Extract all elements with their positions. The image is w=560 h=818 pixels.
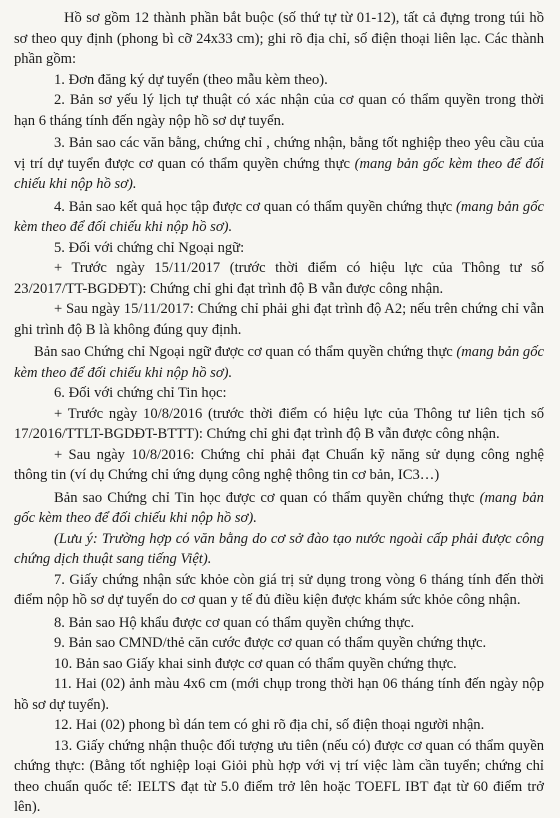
intro-paragraph: Hồ sơ gồm 12 thành phần bắt buộc (số thứ tự từ 01-12), tất cả đựng trong túi hồ sơ theo quy định (phong bì cỡ 24x33 cm); ghi rõ địa chỉ, số điện thoại liên lạc. Các thành phần gồm:	[14, 10, 544, 67]
item-6-remark: (Lưu ý: Trường hợp có văn bằng do cơ sở đào tạo nước ngoài cấp phải được công chứng dịch thuật sang tiếng Việt).	[14, 530, 544, 567]
item-7: 7. Giấy chứng nhận sức khỏe còn giá trị sử dụng trong vòng 6 tháng tính đến thời điểm nộp hồ sơ dự tuyển do cơ quan y tế đủ điều kiện được khám sức khỏe công nhận.	[14, 571, 544, 608]
item-3-text: 3. Bản sao các văn bằng, chứng chỉ , chứng nhận, bằng tốt nghiệp theo yêu cầu của vị trí dự tuyển được cơ quan có thẩm quyền chứng thực	[14, 135, 544, 172]
item-4-note: (mang bản gốc kèm theo để đối chiếu khi nộp hồ sơ).	[14, 198, 544, 235]
item-5-after: + Sau ngày 15/11/2017: Chứng chỉ phải ghi đạt trình độ A2; nếu trên chứng chỉ vẫn ghi trình độ B là không đúng quy định.	[14, 301, 544, 338]
item-9: 9. Bản sao CMND/thẻ căn cước được cơ quan có thẩm quyền chứng thực.	[54, 635, 487, 651]
item-5-title: 5. Đối với chứng chỉ Ngoại ngữ:	[54, 239, 245, 256]
item-5-before: + Trước ngày 15/11/2017 (trước thời điểm có hiệu lực của Thông tư số 23/2017/TT-BGDĐT): Chứng chỉ ghi đạt trình độ B vẫn được công nhận.	[14, 260, 544, 297]
item-8: 8. Bản sao Hộ khẩu được cơ quan có thẩm quyền chứng thực.	[54, 614, 415, 631]
item-1: 1. Đơn đăng ký dự tuyển (theo mẫu kèm theo).	[54, 71, 328, 88]
item-6-title: 6. Đối với chứng chỉ Tin học:	[54, 385, 227, 401]
item-3	[14, 133, 544, 195]
item-5-copy	[14, 342, 544, 383]
item-2: 2. Bản sơ yếu lý lịch tự thuật có xác nhận của cơ quan có thẩm quyền trong thời hạn 6 tháng tính đến ngày nộp hồ sơ dự tuyển.	[14, 92, 544, 129]
item-4-text: 4. Bản sao kết quả học tập được cơ quan có thẩm quyền chứng thực	[54, 198, 457, 215]
item-6-copy-text: Bản sao Chứng chỉ Tin học được cơ quan có thẩm quyền chứng thực	[54, 489, 480, 506]
item-6-copy	[14, 488, 544, 529]
item-10: 10. Bản sao Giấy khai sinh được cơ quan có thẩm quyền chứng thực.	[54, 655, 457, 672]
item-11: 11. Hai (02) ảnh màu 4x6 cm (mới chụp trong thời hạn 06 tháng tính đến ngày nộp hồ sơ dự tuyển).	[14, 676, 544, 713]
item-6-after: + Sau ngày 10/8/2016: Chứng chỉ phải đạt Chuẩn kỹ năng sử dụng công nghệ thông tin (ví dụ Chứng chỉ ứng dụng công nghệ thông tin cơ bản, IC3…)	[14, 446, 544, 483]
item-13: 13. Giấy chứng nhận thuộc đối tượng ưu tiên (nếu có) được cơ quan có thẩm quyền chứng thực: (Bằng tốt nghiệp loại Giỏi phù hợp với vị trí việc làm cần tuyển; chứng chỉ theo chuẩn quốc tế: IELTS đạt từ 5.0 điểm trở lên hoặc TOEFL IBT đạt từ 60 điểm trở lên).	[14, 737, 544, 815]
item-12: 12. Hai (02) phong bì dán tem có ghi rõ địa chỉ, số điện thoại người nhận.	[54, 717, 485, 733]
item-4	[14, 197, 544, 238]
item-5-copy-text: Bản sao Chứng chỉ Ngoại ngữ được cơ quan có thẩm quyền chứng thực	[34, 344, 457, 360]
item-6-before: + Trước ngày 10/8/2016 (trước thời điểm có hiệu lực của Thông tư liên tịch số 17/2016/TTLT-BGDĐT-BTTT): Chứng chỉ ghi đạt trình độ B vẫn được công nhận.	[14, 405, 544, 442]
item-6-copy-note: (mang bản gốc kèm theo để đối chiếu khi nộp hồ sơ).	[14, 489, 544, 526]
item-3-note: (mang bản gốc kèm theo để đối chiếu khi nộp hồ sơ).	[14, 155, 544, 192]
item-5-copy-note: (mang bản gốc kèm theo để đối chiếu khi nộp hồ sơ).	[14, 344, 544, 381]
